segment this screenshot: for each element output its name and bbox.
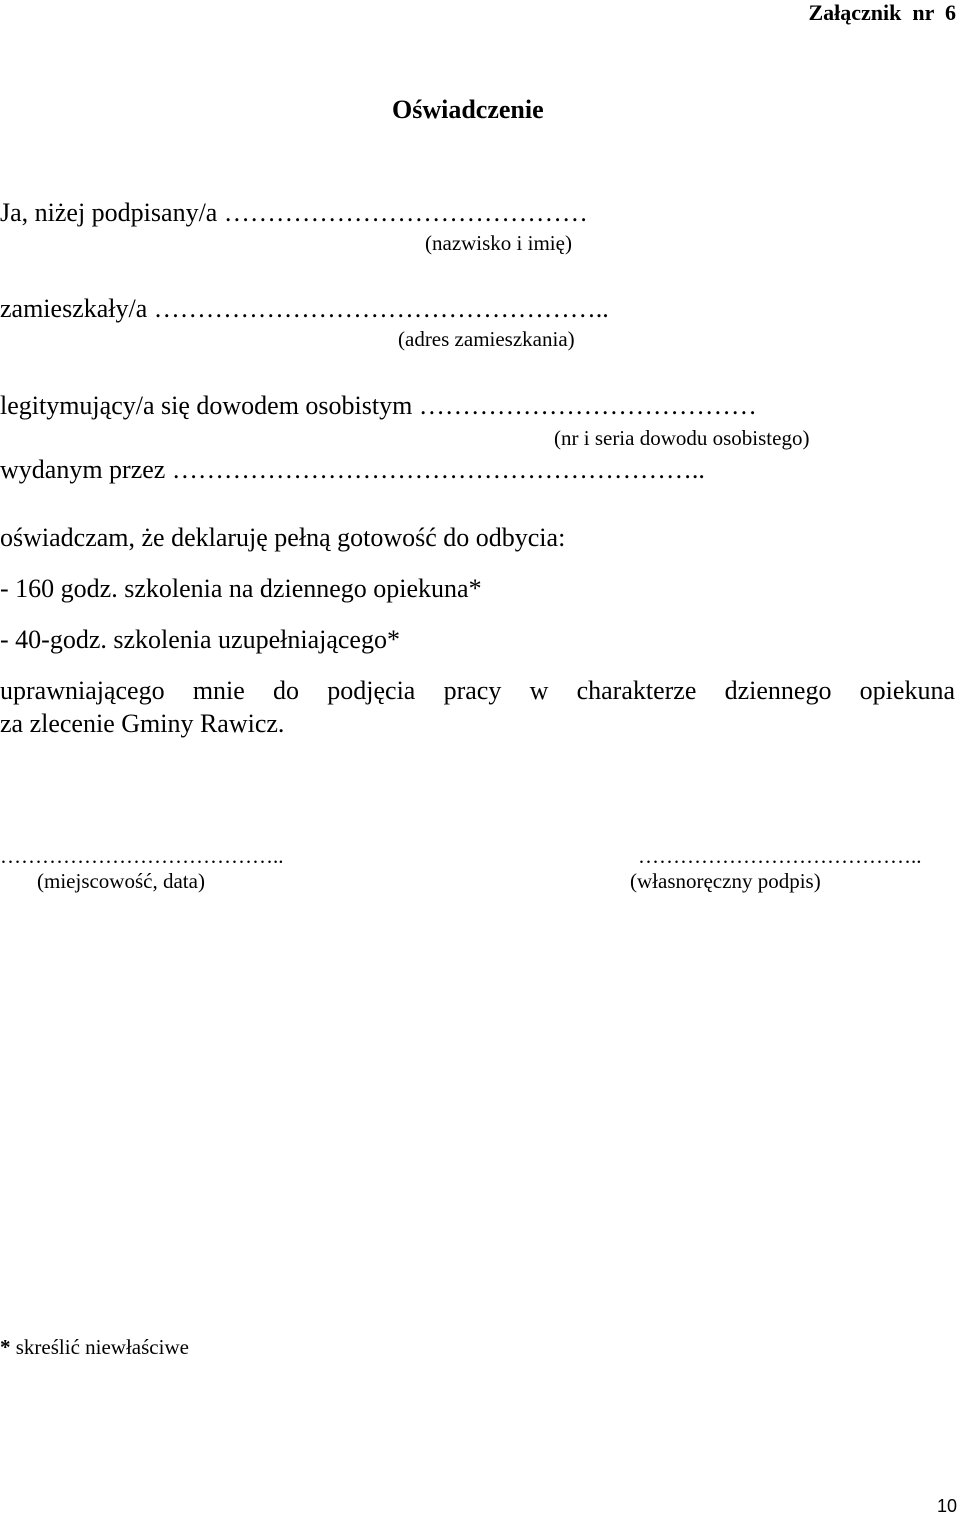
id-document-field-label: legitymujący/a się dowodem osobistym [0, 391, 413, 420]
id-document-field-hint [554, 426, 809, 450]
address-field-dots[interactable]: …………………………………………….. [153, 294, 609, 323]
issued-by-field[interactable] [0, 455, 705, 485]
declaration-text-content: oświadczam, że deklaruję pełną gotowość do odbycia: [0, 523, 566, 552]
option-160-hours [0, 574, 482, 604]
id-document-field-dots[interactable]: ………………………………… [418, 391, 757, 420]
address-field-hint [398, 327, 575, 351]
name-field[interactable] [0, 198, 588, 228]
signature-label [630, 869, 821, 893]
option-160-hours-marker: * [468, 574, 482, 603]
address-field[interactable] [0, 294, 609, 324]
address-field-label: zamieszkały/a [0, 294, 148, 323]
place-date-dots[interactable] [0, 844, 284, 868]
name-field-label: Ja, niżej podpisany/a [0, 198, 218, 227]
option-160-hours-text: - 160 godz. szkolenia na dziennego opiekuna [0, 574, 469, 603]
option-40-hours-text: - 40-godz. szkolenia uzupełniającego [0, 625, 387, 654]
place-date-dots-text[interactable]: ………………………………….. [0, 844, 284, 868]
issued-by-field-dots[interactable]: …………………………………………………….. [171, 455, 705, 484]
document-title-text: Oświadczenie [392, 95, 544, 124]
name-field-hint-text: (nazwisko i imię) [425, 231, 572, 255]
page-number-text: 10 [936, 1496, 957, 1516]
option-40-hours [0, 625, 400, 655]
address-field-hint-text: (adres zamieszkania) [398, 327, 575, 351]
name-field-dots[interactable]: …………………………………… [223, 198, 588, 227]
signature-dots[interactable] [638, 844, 922, 868]
document-title [392, 95, 544, 125]
id-document-field-hint-text: (nr i seria dowodu osobistego) [554, 426, 810, 450]
place-date-label [37, 869, 205, 893]
signature-dots-text[interactable]: ………………………………….. [638, 844, 922, 868]
option-40-hours-marker: * [386, 625, 400, 654]
issued-by-field-label: wydanym przez [0, 455, 166, 484]
conclusion-line-2-text: za zlecenie Gminy Rawicz. [0, 709, 285, 738]
conclusion-line-2 [0, 709, 284, 739]
id-document-field[interactable] [0, 391, 757, 421]
attachment-label [808, 0, 956, 26]
footnote [0, 1335, 189, 1359]
conclusion-line-1 [0, 676, 955, 706]
footnote-marker: * [0, 1335, 11, 1359]
place-date-label-text: (miejscowość, data) [37, 869, 205, 893]
conclusion-line-1-text: uprawniającego mnie do podjęcia pracy w charakterze dziennego opiekuna [0, 676, 955, 705]
name-field-hint [425, 231, 572, 255]
footnote-text: skreślić niewłaściwe [10, 1335, 189, 1359]
attachment-label-text: Załącznik nr 6 [808, 0, 956, 25]
signature-label-text: (własnoręczny podpis) [630, 869, 821, 893]
page-number [937, 1496, 957, 1516]
declaration-text [0, 523, 565, 553]
